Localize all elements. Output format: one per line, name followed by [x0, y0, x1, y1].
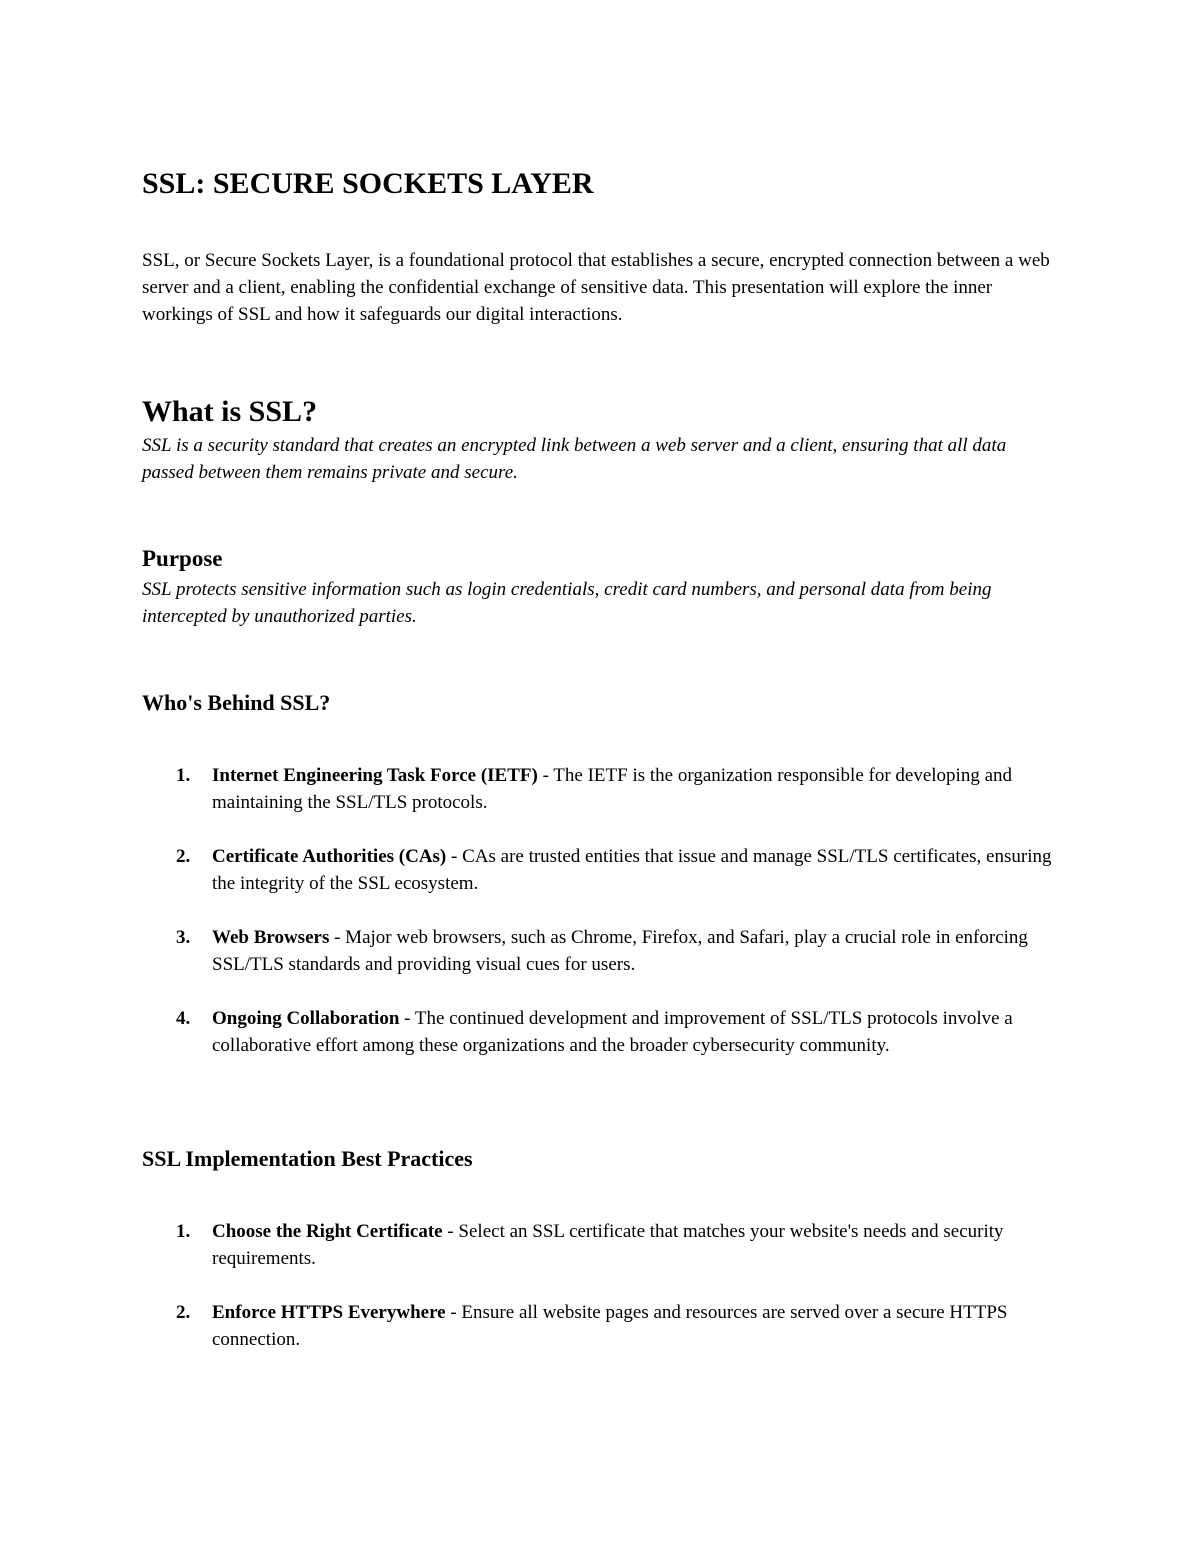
best-practices-list — [142, 1218, 1062, 1380]
list-term: Ongoing Collaboration — [212, 1008, 400, 1029]
list-description: - Major web browsers, such as Chrome, Firefox, and Safari, play a crucial role in enforcing SSL/TLS standards and providing visual cues for users. — [212, 927, 1028, 975]
list-number: 2. — [176, 846, 191, 867]
list-term: Enforce HTTPS Everywhere — [212, 1302, 446, 1323]
list-term: Choose the Right Certificate — [212, 1221, 443, 1242]
list-term: Certificate Authorities (CAs) — [212, 846, 447, 867]
purpose-text: SSL protects sensitive information such as login credentials, credit card numbers, and personal data from being intercepted by unauthorized parties. — [142, 579, 992, 627]
list-item — [142, 1218, 1062, 1272]
intro-paragraph: SSL, or Secure Sockets Layer, is a foundational protocol that establishes a secure, encrypted connection between a web server and a client, enabling the confidential exchange of sensitive data. This presentation will explore the inner workings of SSL and how it safeguards our digital interactions. — [142, 250, 1050, 325]
list-description: - CAs are trusted entities that issue and manage SSL/TLS certificates, ensuring the integrity of the SSL ecosystem. — [212, 846, 1052, 894]
list-item — [142, 924, 1062, 978]
purpose-heading: Purpose — [142, 546, 223, 571]
list-description: - The IETF is the organization responsible for developing and maintaining the SSL/TLS protocols. — [212, 765, 1013, 813]
best-practices-heading: SSL Implementation Best Practices — [142, 1146, 473, 1171]
what-is-ssl-text: SSL is a security standard that creates an encrypted link between a web server and a client, ensuring that all data passed between them remains private and secure. — [142, 435, 1007, 483]
list-item — [142, 843, 1062, 897]
list-item — [142, 1005, 1062, 1059]
list-term: Web Browsers — [212, 927, 330, 948]
list-number: 3. — [176, 927, 191, 948]
list-description: - The continued development and improvement of SSL/TLS protocols involve a collaborative effort among these organizations and the broader cybersecurity community. — [212, 1008, 1013, 1056]
list-term: Internet Engineering Task Force (IETF) — [212, 765, 538, 786]
list-description: - Ensure all website pages and resources are served over a secure HTTPS connection. — [212, 1302, 1008, 1350]
list-number: 4. — [176, 1008, 191, 1029]
list-item — [142, 1299, 1062, 1353]
whos-behind-heading: Who's Behind SSL? — [142, 690, 331, 715]
what-is-ssl-heading: What is SSL? — [142, 395, 318, 428]
document-title: SSL: SECURE SOCKETS LAYER — [142, 167, 594, 200]
list-number: 1. — [176, 765, 191, 786]
list-number: 2. — [176, 1302, 191, 1323]
list-description: - Select an SSL certificate that matches your website's needs and security requirements. — [212, 1221, 1004, 1269]
list-item — [142, 762, 1062, 816]
list-number: 1. — [176, 1221, 191, 1242]
whos-behind-list — [142, 762, 1062, 1086]
